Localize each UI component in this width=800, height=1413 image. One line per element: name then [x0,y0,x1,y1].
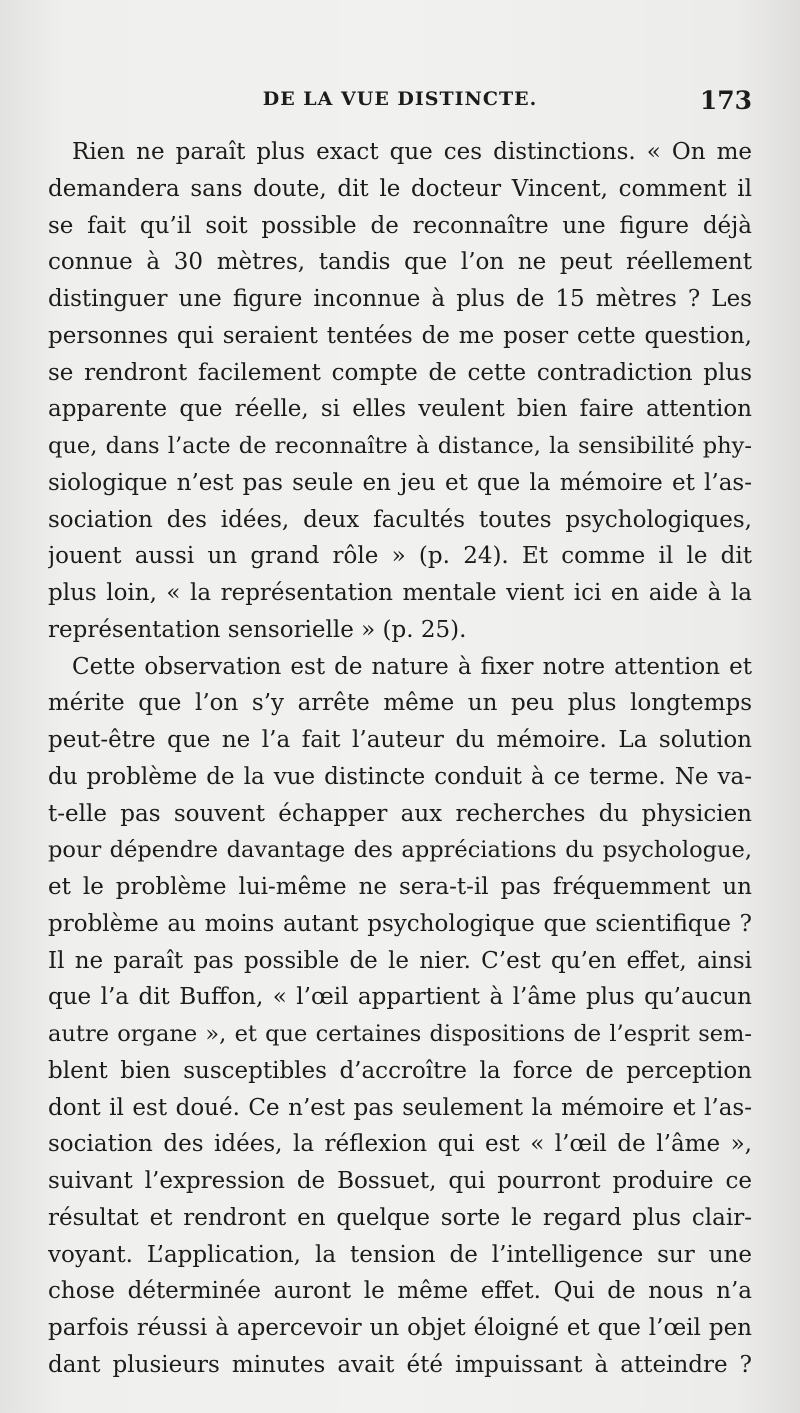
text-line: parfois réussi à apercevoir un objet éloigné et que l’œil pen [48,1315,752,1341]
text-line: apparente que réelle, si elles veulent bien faire attention [48,396,752,423]
text-line: du problème de la vue distincte conduit à ce terme. Ne va- [48,763,752,790]
text-line: peut-être que ne l’a fait l’auteur du mémoire. La solution [48,727,752,753]
text-line: voyant. L’application, la tension de l’intelligence sur une [48,1241,752,1268]
text-line: distinguer une figure inconnue à plus de 15 mètres ? Les [48,286,752,312]
text-line: chose déterminée auront le même effet. Qui de nous n’a [48,1278,752,1305]
text-line: Rien ne paraît plus exact que ces distinctions. « On me [72,139,752,165]
body-text [48,134,752,1384]
text-line: pour dépendre davantage des appréciations du psychologue, [48,837,752,864]
running-head: DE LA VUE DISTINCTE. [262,88,538,110]
text-line: Il ne paraît pas possible de le nier. C’est qu’en effet, ainsi [48,947,752,974]
text-line: siologique n’est pas seule en jeu et que la mémoire et l’as- [48,469,752,496]
text-line: problème au moins autant psychologique que scientifique ? [48,910,752,937]
text-line: dont il est doué. Ce n’est pas seulement la mémoire et l’as- [48,1094,752,1121]
text-line: connue à 30 mètres, tandis que l’on ne peut réellement [48,249,752,276]
page-number: 173 [699,86,752,115]
page-header [48,88,752,128]
text-line: représentation sensorielle » (p. 25). [48,616,467,643]
text-line: se fait qu’il soit possible de reconnaître une figure déjà [48,212,752,239]
text-line: sociation des idées, deux facultés toutes psychologiques, [48,506,752,533]
text-line: jouent aussi un grand rôle » (p. 24). Et comme il le dit [48,543,752,570]
text-line: demandera sans doute, dit le docteur Vincent, comment il [48,175,752,202]
text-line: personnes qui seraient tentées de me poser cette question, [48,322,752,349]
text-line: plus loin, « la représentation mentale vient ici en aide à la [48,580,752,606]
text-line: que l’a dit Buffon, « l’œil appartient à l’âme plus qu’aucun [48,984,752,1011]
text-line: suivant l’expression de Bossuet, qui pourront produire ce [48,1168,752,1194]
text-line: sociation des idées, la réflexion qui est « l’œil de l’âme », [48,1131,752,1158]
text-line: dant plusieurs minutes avait été impuissant à atteindre ? [48,1351,752,1378]
text-line: résultat et rendront en quelque sorte le regard plus clair- [48,1204,752,1231]
text-line: blent bien susceptibles d’accroître la force de perception [48,1057,752,1084]
text-line: Cette observation est de nature à fixer notre attention et [72,653,752,680]
text-line: t-elle pas souvent échapper aux recherches du physicien [48,800,752,827]
text-line: autre organe », et que certaines dispositions de l’esprit sem- [48,1021,752,1047]
text-line: mérite que l’on s’y arrête même un peu plus longtemps [48,690,752,717]
text-line: se rendront facilement compte de cette contradiction plus [48,359,752,386]
text-line: que, dans l’acte de reconnaître à distance, la sensibilité phy- [48,433,752,459]
text-line: et le problème lui-même ne sera-t-il pas fréquemment un [48,874,752,900]
